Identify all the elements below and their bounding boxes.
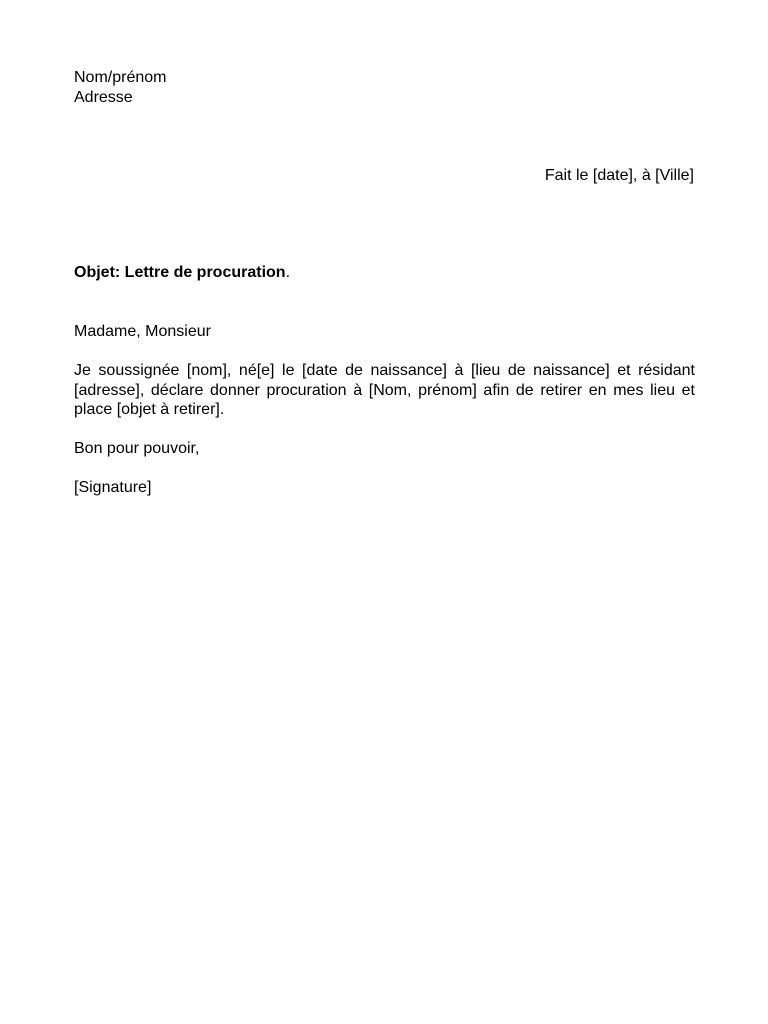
subject-label: Objet: Lettre de procuration [74, 264, 286, 281]
subject-trailing-punctuation: . [285, 264, 291, 281]
salutation: Madame, Monsieur [74, 323, 211, 340]
signature-placeholder: [Signature] [74, 479, 152, 496]
sender-block [74, 68, 694, 107]
closing-line: Bon pour pouvoir, [74, 440, 200, 457]
date-place-line: Fait le [date], à [Ville] [544, 167, 694, 184]
sender-address: Adresse [74, 88, 133, 106]
body-paragraph: Je soussignée [nom], né[e] le [date de naissance] à [lieu de naissance] et résidant [adresse], déclare donner procuration à [Nom, prénom] afin de retirer en mes lieu et place [objet à retirer]. [74, 362, 695, 418]
subject-line [74, 263, 694, 283]
sender-name: Nom/prénom [74, 69, 167, 86]
